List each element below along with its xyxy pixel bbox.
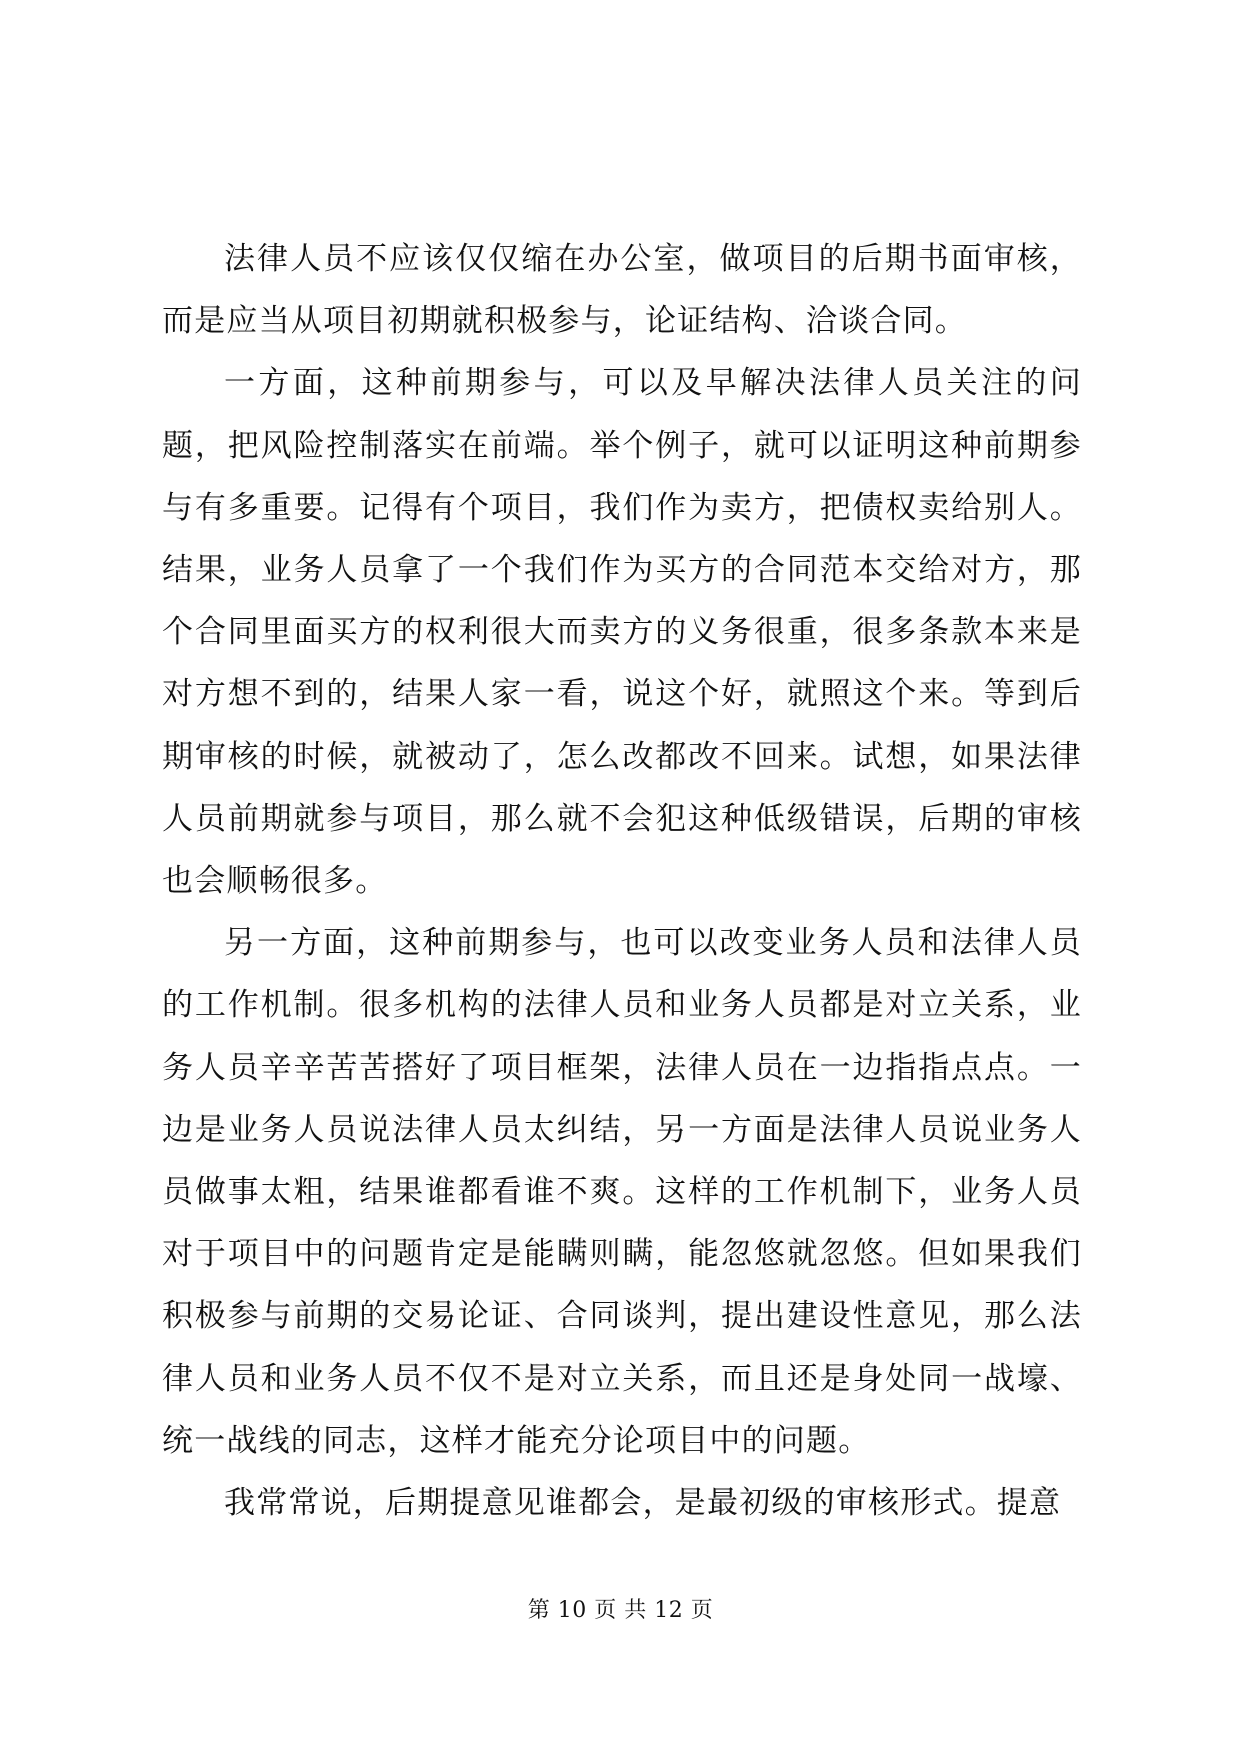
paragraph-1: 法律人员不应该仅仅缩在办公室，做项目的后期书面审核，而是应当从项目初期就积极参与，论证结构、洽谈合同。 bbox=[162, 241, 1082, 340]
body-text bbox=[162, 228, 1082, 1534]
paragraph-3: 另一方面，这种前期参与，也可以改变业务人员和法律人员的工作机制。很多机构的法律人员和业务人员都是对立关系，业务人员辛辛苦苦搭好了项目框架，法律人员在一边指指点点。一边是业务人员说法律人员太纠结，另一方面是法律人员说业务人员做事太粗，结果谁都看谁不爽。这样的工作机制下，业务人员对于项目中的问题肯定是能瞒则瞒，能忽悠就忽悠。但如果我们积极参与前期的交易论证、合同谈判，提出建设性意见，那么法律人员和业务人员不仅不是对立关系，而且还是身处同一战壕、统一战线的同志，这样才能充分论项目中的问题。 bbox=[162, 925, 1082, 1459]
paragraph-2: 一方面，这种前期参与，可以及早解决法律人员关注的问题，把风险控制落实在前端。举个例子，就可以证明这种前期参与有多重要。记得有个项目，我们作为卖方，把债权卖给别人。结果，业务人员拿了一个我们作为买方的合同范本交给对方，那个合同里面买方的权利很大而卖方的义务很重，很多条款本来是对方想不到的，结果人家一看，说这个好，就照这个来。等到后期审核的时候，就被动了，怎么改都改不回来。试想，如果法律人员前期就参与项目，那么就不会犯这种低级错误，后期的审核也会顺畅很多。 bbox=[162, 365, 1082, 900]
page-footer bbox=[0, 1596, 1241, 1626]
paragraph-4: 我常常说，后期提意见谁都会，是最初级的审核形式。提意 bbox=[224, 1485, 1062, 1522]
page-number-label: 第 10 页 共 12 页 bbox=[527, 1598, 714, 1623]
